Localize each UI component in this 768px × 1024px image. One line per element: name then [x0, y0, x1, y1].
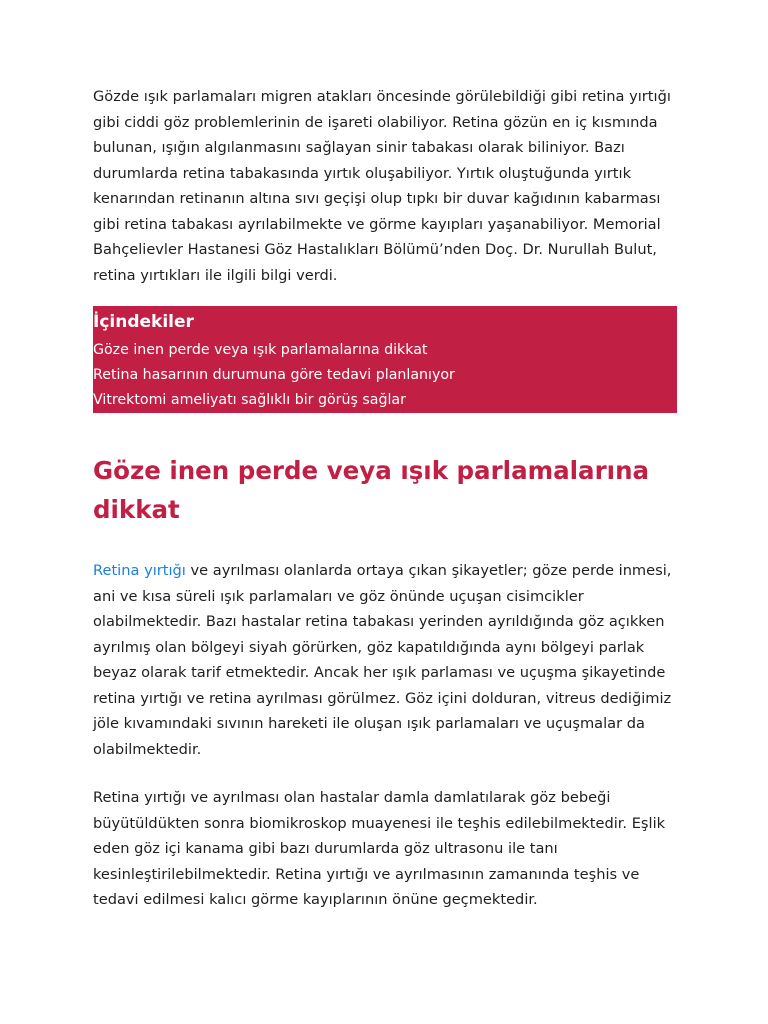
paragraph-text: ve ayrılması olanlarda ortaya çıkan şikayetler; göze perde inmesi, ani ve kısa süreli ışık parlamaları ve göz önünde uçuşan cisimcikler olabilmektedir. Bazı hastalar retina tabakası yerinden ayrıldığında göz açıkken ayrılmış olan bölgeyi siyah görürken, göz kapatıldığında aynı bölgeyi parlak beyaz olarak tarif etmektedir. Ancak her ışık parlaması ve uçuşma şikayetinde retina yırtığı ve retina ayrılması görülmez. Göz içini dolduran, vitreus dediğimiz jöle kıvamındaki sıvının hareketi ile oluşan ışık parlamaları ve uçuşmalar da olabilmektedir.: [93, 562, 672, 758]
section-paragraph-2: Retina yırtığı ve ayrılması olan hastalar damla damlatılarak göz bebeği büyütüldükten sonra biomikroskop muayenesi ile teşhis edilebilmektedir. Eşlik eden göz içi kanama gibi bazı durumlarda göz ultrasonu ile tanı kesinleştirilebilmektedir. Retina yırtığı ve ayrılmasının zamanında teşhis ve tedavi edilmesi kalıcı görme kayıplarının önüne geçmektedir.: [93, 789, 666, 908]
article-content: [93, 84, 677, 913]
toc-link-2[interactable]: Retina hasarının durumuna göre tedavi planlanıyor: [93, 367, 455, 383]
toc-item[interactable]: [93, 363, 675, 388]
toc-link-1[interactable]: Göze inen perde veya ışık parlamalarına dikkat: [93, 342, 428, 358]
toc-link-3[interactable]: Vitrektomi ameliyatı sağlıklı bir görüş sağlar: [93, 392, 406, 408]
intro-paragraph: Gözde ışık parlamaları migren atakları öncesinde görülebildiği gibi retina yırtığı gibi ciddi göz problemlerinin de işareti olabiliyor. Retina gözün en iç kısmında bulunan, ışığın algılanmasını sağlayan sinir tabakası olarak biliniyor. Bazı durumlarda retina tabakasında yırtık oluşabiliyor. Yırtık oluştuğunda yırtık kenarından retinanın altına sıvı geçişi olup tıpkı bir duvar kağıdının kabarması gibi retina tabakası ayrılabilmekte ve görme kayıpları yaşanabiliyor. Memorial Bahçelievler Hastanesi Göz Hastalıkları Bölümü’nden Doç. Dr. Nurullah Bulut, retina yırtıkları ile ilgili bilgi verdi.: [93, 88, 671, 284]
retina-yirtigi-link[interactable]: Retina yırtığı: [93, 562, 186, 579]
toc-item[interactable]: [93, 338, 675, 363]
section-heading: Göze inen perde veya ışık parlamalarına dikkat: [93, 456, 650, 524]
toc-list: [93, 338, 675, 413]
section-paragraph-1: [93, 558, 677, 762]
toc-title: İçindekiler: [93, 312, 194, 332]
table-of-contents: [93, 306, 677, 413]
toc-item[interactable]: [93, 388, 675, 413]
